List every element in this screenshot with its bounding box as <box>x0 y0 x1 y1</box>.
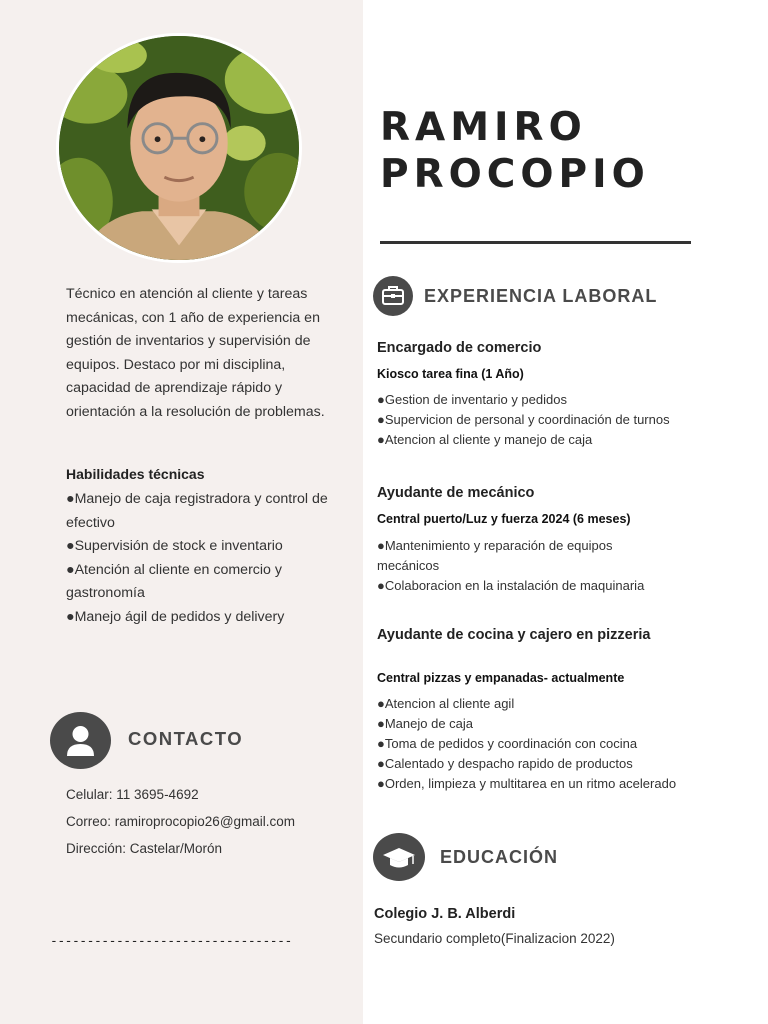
job-place: Central puerto/Luz y fuerza 2024 (6 meses) <box>377 512 631 526</box>
job-bullet: ●Atencion al cliente agil <box>377 696 515 711</box>
job-place: Central pizzas y empanadas- actualmente <box>377 671 625 685</box>
briefcase-icon <box>373 276 413 316</box>
job-bullet: ●Gestion de inventario y pedidos <box>377 392 567 407</box>
skills-list <box>66 488 336 629</box>
last-name: PROCOPIO <box>380 152 650 197</box>
job-title: Ayudante de cocina y cajero en pizzeria <box>377 627 651 643</box>
dashed-divider: --------------------------------- <box>50 934 292 949</box>
graduation-cap-icon <box>373 833 425 881</box>
experience-title: EXPERIENCIA LABORAL <box>424 286 658 306</box>
job-bullet: ●Orden, limpieza y multitarea en un ritmo acelerado <box>377 776 677 791</box>
skill-item: ●Atención al cliente en comercio y gastronomía <box>66 561 282 601</box>
profile-photo <box>56 33 302 263</box>
job-bullets <box>377 536 677 596</box>
first-name: RAMIRO <box>380 105 587 150</box>
skill-item: ●Manejo ágil de pedidos y delivery <box>66 608 285 625</box>
job-bullet: ●Manejo de caja <box>377 716 474 731</box>
job-title: Ayudante de mecánico <box>377 485 535 501</box>
contact-phone: Celular: 11 3695-4692 <box>66 787 199 802</box>
job-bullets <box>377 694 677 794</box>
job-bullet: ●Colaboracion en la instalación de maquinaria <box>377 578 645 593</box>
skill-item: ●Supervisión de stock e inventario <box>66 538 283 554</box>
education-title: EDUCACIÓN <box>440 847 559 867</box>
job-bullet: ●Mantenimiento y reparación de equipos mecánicos <box>377 538 613 573</box>
full-name <box>380 104 650 198</box>
contact-title: CONTACTO <box>128 728 244 749</box>
skills-title: Habilidades técnicas <box>66 466 205 482</box>
job-bullet: ●Supervicion de personal y coordinación de turnos <box>377 412 670 427</box>
user-icon <box>50 712 111 769</box>
name-underline <box>380 241 691 244</box>
job-bullet: ●Calentado y despacho rapido de productos <box>377 756 633 771</box>
profile-summary: Técnico en atención al cliente y tareas mecánicas, con 1 año de experiencia en gestión de inventarios y supervisión de equipos. Destaco por mi disciplina, capacidad de aprendizaje rápido y orientación a la resolución de problemas. <box>66 286 325 420</box>
job-bullets <box>377 390 677 450</box>
job-bullet: ●Toma de pedidos y coordinación con cocina <box>377 736 638 751</box>
skill-item: ●Manejo de caja registradora y control de efectivo <box>66 491 328 531</box>
school-detail: Secundario completo(Finalizacion 2022) <box>374 931 615 946</box>
contact-address: Dirección: Castelar/Morón <box>66 841 223 856</box>
job-place: Kiosco tarea fina (1 Año) <box>377 367 524 381</box>
contact-email: Correo: ramiroprocopio26@gmail.com <box>66 814 296 829</box>
job-bullet: ●Atencion al cliente y manejo de caja <box>377 432 593 447</box>
school-name: Colegio J. B. Alberdi <box>374 906 516 922</box>
job-title: Encargado de comercio <box>377 340 542 356</box>
